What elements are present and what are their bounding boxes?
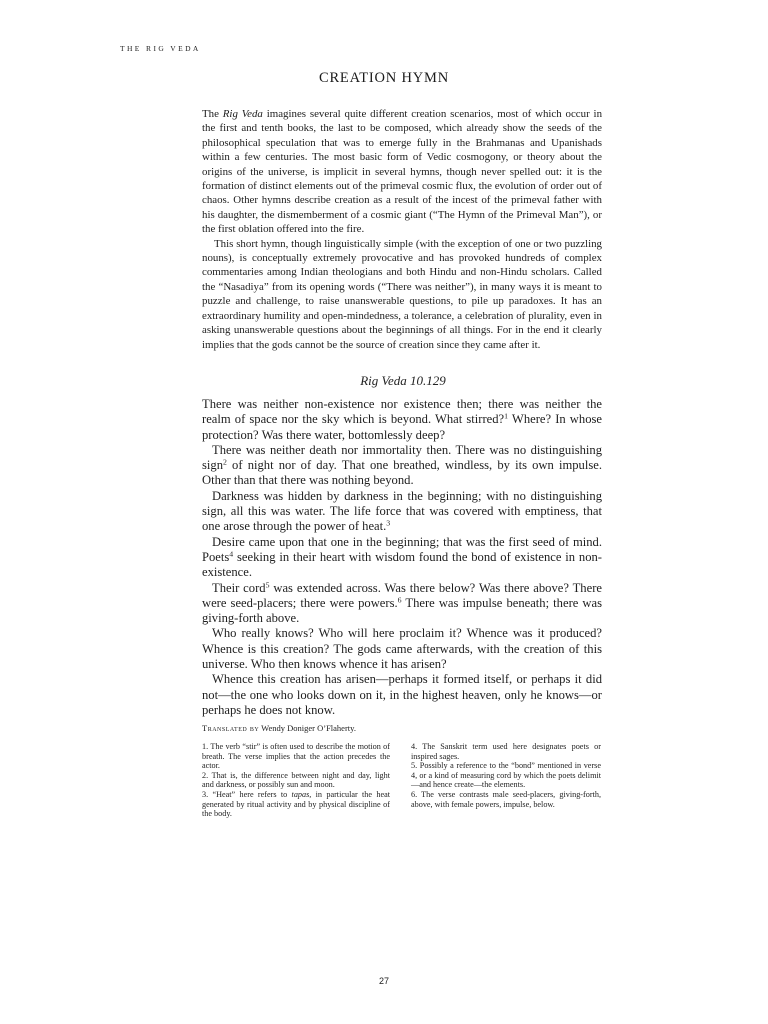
text-run: There was neither non-existence nor existence then; there was neither the realm of space nor the sky which is beyond. What stirred? [202, 397, 602, 427]
hymn-verse [202, 672, 602, 718]
footnote [411, 761, 601, 790]
italic-text: tapas, [291, 789, 312, 799]
text-run: Their cord [212, 580, 266, 595]
text-run: 4. The Sanskrit term used here designates poets or inspired sages. [411, 742, 601, 761]
text-run: 3. “Heat” here refers to [202, 789, 292, 799]
footnote [202, 790, 390, 819]
footnote [411, 742, 601, 761]
italic-text: Rig Veda [222, 108, 263, 120]
text-run: Whence this creation has arisen—perhaps it formed itself, or perhaps it did not—the one who looks down on it, in the highest heaven, only he knows—or perhaps he does not know. [202, 672, 602, 717]
hymn-verse [202, 443, 602, 489]
text-run: of night nor of day. That one breathed, windless, by its own impulse. Other than that there was nothing beyond. [202, 458, 602, 488]
page-title: CREATION HYMN [318, 70, 450, 86]
text-run: 6. The verse contrasts male seed-placers, giving-forth, above, with female powers, impulse, below. [411, 789, 601, 809]
page-number: 27 [378, 976, 389, 986]
footnotes-right [411, 742, 601, 809]
footnote-marker: 1 [504, 412, 509, 422]
hymn-text [202, 397, 602, 718]
footnotes-left [202, 742, 390, 819]
text-run: 2. That is, the difference between night and day, light and darkness, or possibly sun and moon. [202, 770, 390, 790]
footnote [411, 790, 601, 809]
footnote [202, 771, 390, 790]
text-run: This short hymn, though linguistically simple (with the exception of one or two puzzling nouns), is conceptually extremely provocative and has provoked hundreds of complex commentaries among Indian theologians and both Hindu and non-Hindu scholars. Called the “Nasadiya” from its opening words (“There was neither”), in many ways it is meant to puzzle and challenge, to raise unanswerable questions, to pile up paradoxes. It has an extraordinary humility and open-mindedness, a tolerance, a celebration of plurality, even in asking unanswerable questions about the beginnings of all things. For in the end it clearly implies that the gods cannot be the source of creation since they came after it. [202, 237, 602, 351]
text-run: 5. Possibly a reference to the “bond” mentioned in verse 4, or a kind of measuring cord by which the poets delimit—and hence create—the elements. [411, 761, 601, 790]
running-head: THE RIG VEDA [120, 44, 201, 53]
text-run: There was impulse beneath; there was giving-forth above. [202, 595, 603, 626]
hymn-verse [202, 581, 602, 627]
text-run: 1. The verb “stir” is often used to describe the motion of breath. The verse implies that the action precedes the actor. [202, 742, 390, 771]
footnote-marker: 3 [386, 519, 391, 529]
translator-name: Wendy Doniger O’Flaherty. [259, 723, 356, 733]
text-run: Where? In whose protection? Was there water, bottomlessly deep? [202, 412, 602, 442]
hymn-subtitle: Rig Veda 10.129 [360, 373, 446, 388]
footnote-marker: 4 [229, 549, 234, 559]
text-run: imagines several quite different creation scenarios, most of which occur in the first and tenth books, the last to be composed, which already show the seeds of the philosophical speculation that was to emerge fully in the Brahmanas and Upanishads within a few centuries. The most basic form of Vedic cosmogony, or theory about the origins of the universe, is implicit in several hymns, though never spelled out: it is the formation of distinct elements out of the primeval cosmic flux, the evolution of order out of chaos. Other hymns describe creation as a result of the incest of the primeval father with his daughter, the dismemberment of a cosmic giant (“The Hymn of the Primeval Man”), or the first oblation offered into the fire. [202, 108, 603, 236]
intro-paragraph [202, 107, 602, 237]
hymn-verse [202, 397, 602, 443]
hymn-verse [202, 535, 602, 581]
footnote-marker: 6 [397, 595, 402, 605]
hymn-verse [202, 489, 602, 535]
translator-label: Translated by [202, 723, 260, 733]
translator-credit [202, 723, 356, 733]
text-run: There was neither death nor immortality then. There was no distinguishing sign [202, 442, 602, 473]
footnote [202, 742, 390, 771]
hymn-verse [202, 626, 602, 672]
text-run: Desire came upon that one in the beginning; that was the first seed of mind. Poets [202, 534, 602, 564]
text-run: Darkness was hidden by darkness in the beginning; with no distinguishing sign, all this was water. The life force that was covered with emptiness, that one arose through the power of heat. [202, 488, 602, 534]
text-run: The [202, 108, 223, 120]
text-run: was extended across. Was there below? Was there above? There were seed-placers; there were powers. [202, 580, 602, 610]
text-run: Who really knows? Who will here proclaim it? Whence was it produced? Whence is this creation? The gods came afterwards, with the creation of this universe. Who then knows whence it has arisen? [202, 626, 602, 672]
text-run: in particular the heat generated by ritual activity and by physical discipline of the body. [202, 789, 390, 819]
intro-paragraph [202, 237, 602, 352]
text-run: seeking in their heart with wisdom found the bond of existence in non-existence. [202, 549, 602, 580]
intro-text [202, 107, 602, 352]
footnote-marker: 2 [223, 457, 227, 467]
footnote-marker: 5 [265, 580, 270, 590]
